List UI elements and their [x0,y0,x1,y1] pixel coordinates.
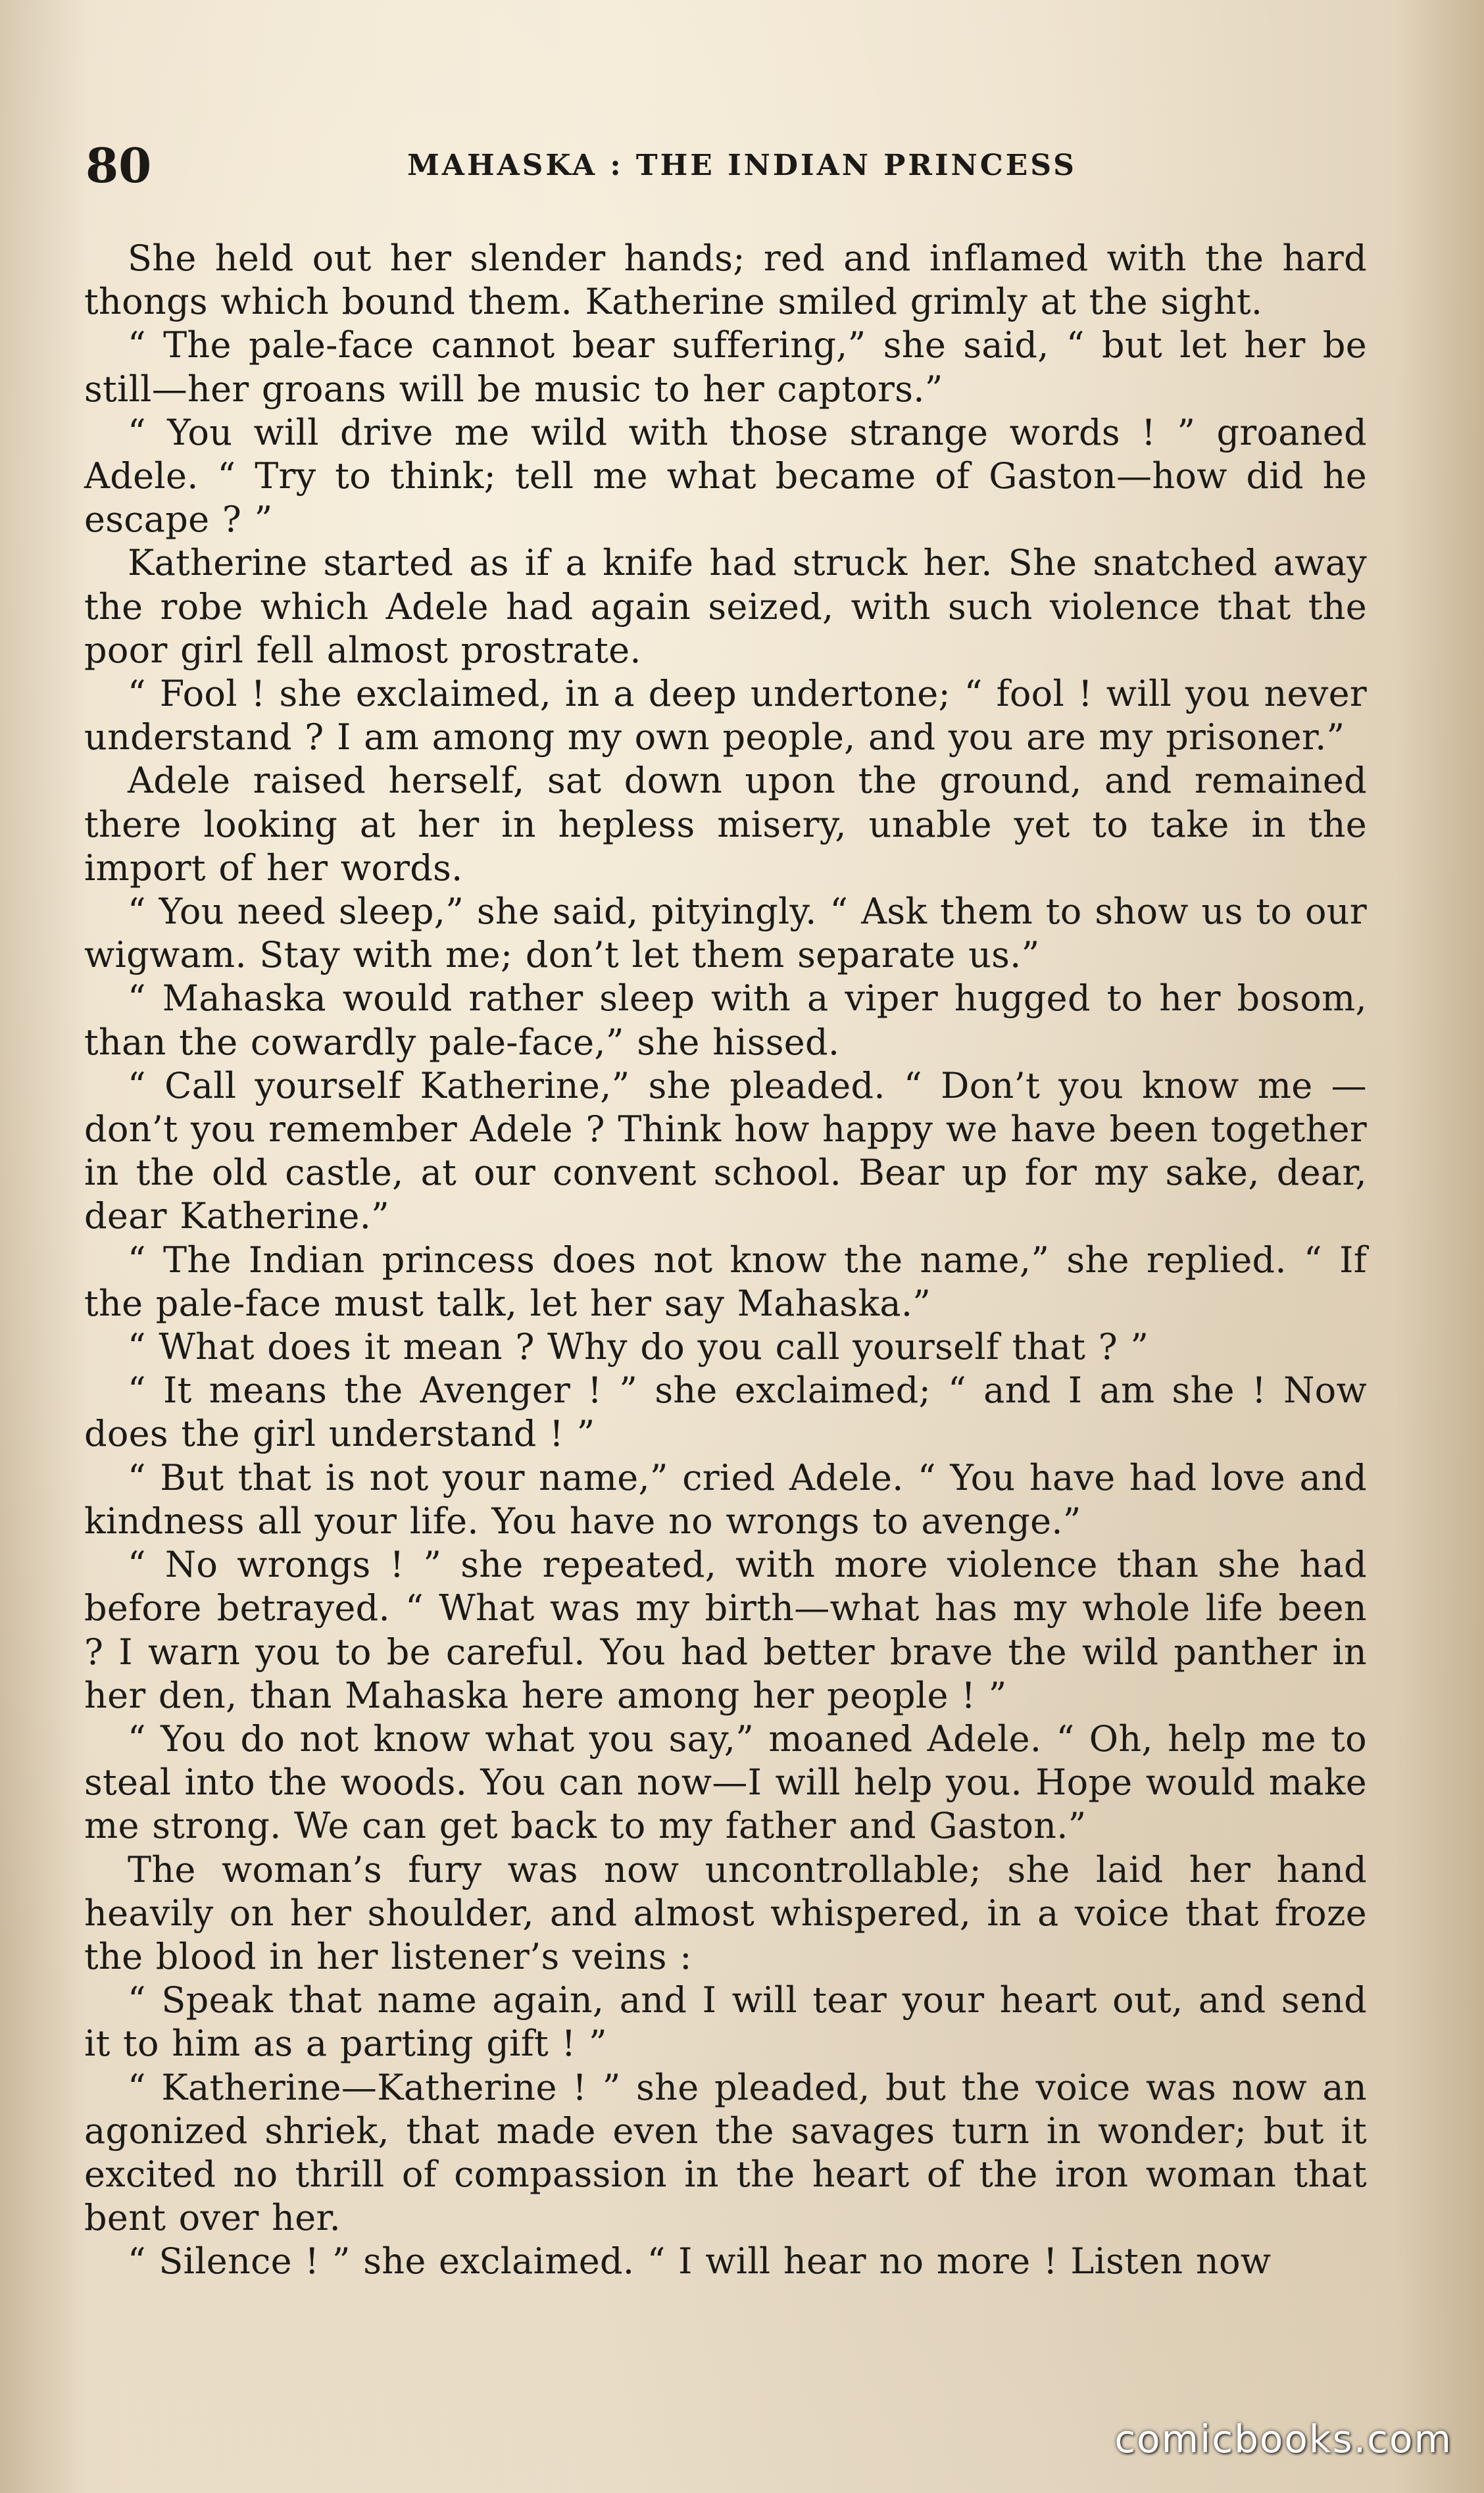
paragraph: She held out her slender hands; red and inflamed with the hard thongs which bound them. Katherine smiled grimly at the sight. [84,237,1367,323]
paragraph: “ Fool ! she exclaimed, in a deep undertone; “ fool ! will you never understand ? I am among my own people, and you are my prisoner.” [84,673,1367,758]
paragraph: “ The Indian princess does not know the name,” she replied. “ If the pale-face must talk, let her say Mahaska.” [84,1239,1367,1324]
watermark: comicbooks.com [1114,2417,1452,2461]
paragraph: “ What does it mean ? Why do you call yourself that ? ” [128,1326,1149,1368]
paragraph: “ Speak that name again, and I will tear your heart out, and send it to him as a parting gift ! ” [84,1979,1367,2065]
paragraph: “ Call yourself Katherine,” she pleaded. “ Don’t you know me —don’t you remember Adele ? Think how happy we have been together in the old castle, at our convent school. Bear up for my sake, dear, dear Katherine.” [84,1064,1367,1237]
paragraph: “ You will drive me wild with those strange words ! ” groaned Adele. “ Try to think; tell me what became of Gaston—how did he escape ? ” [84,411,1367,541]
page-header [86,139,1398,192]
paragraph: Katherine started as if a knife had struck her. She snatched away the robe which Adele had again seized, with such violence that the poor girl fell almost prostrate. [84,542,1367,671]
paragraph: “ But that is not your name,” cried Adele. “ You have had love and kindness all your life. You have no wrongs to avenge.” [84,1456,1367,1542]
paragraph: Adele raised herself, sat down upon the ground, and remained there looking at her in hepless misery, unable yet to take in the import of her words. [84,760,1367,889]
paragraph: “ Mahaska would rather sleep with a viper hugged to her bosom, than the cowardly pale-face,” she hissed. [84,977,1367,1063]
page-number: 80 [86,137,152,193]
paragraph: “ You need sleep,” she said, pityingly. “ Ask them to show us to our wigwam. Stay with me; don’t let them separate us.” [84,891,1367,976]
paragraph: The woman’s fury was now uncontrollable; she laid her hand heavily on her shoulder, and almost whispered, in a voice that froze the blood in her listener’s veins : [84,1848,1367,1977]
running-head: MAHASKA : THE INDIAN PRINCESS [407,149,1077,182]
paragraph: “ You do not know what you say,” moaned Adele. “ Oh, help me to steal into the woods. You can now—I will help you. Hope would make me strong. We can get back to my father and Gaston.” [84,1717,1367,1847]
paragraph: “ Silence ! ” she exclaimed. “ I will hear no more ! Listen now [128,2240,1272,2283]
paragraph: “ Katherine—Katherine ! ” she pleaded, but the voice was now an agonized shriek, that made even the savages turn in wonder; but it excited no thrill of compassion in the heart of the iron woman that bent over her. [84,2066,1367,2239]
body-text [84,237,1367,2284]
paragraph: “ No wrongs ! ” she repeated, with more violence than she had before betrayed. “ What was my birth—what has my whole life been ? I warn you to be careful. You had better brave the wild panther in her den, than Mahaska here among her people ! ” [84,1544,1367,1716]
paragraph: “ The pale-face cannot bear suffering,” she said, “ but let her be still—her groans will be music to her captors.” [84,324,1367,410]
paragraph: “ It means the Avenger ! ” she exclaimed; “ and I am she ! Now does the girl understand ! ” [84,1370,1367,1455]
